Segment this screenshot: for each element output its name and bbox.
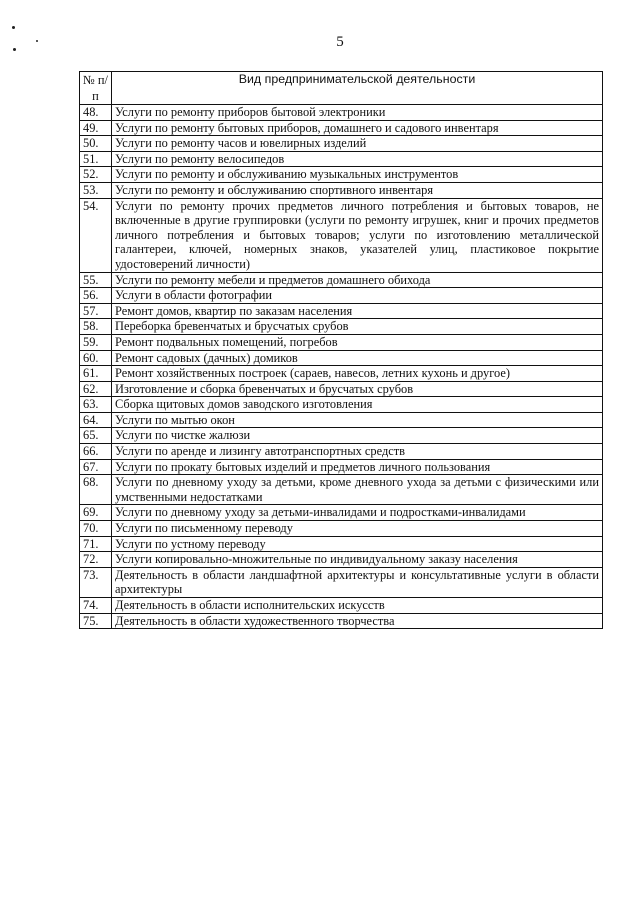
row-activity-text: Ремонт садовых (дачных) домиков bbox=[112, 350, 603, 366]
table-row bbox=[80, 151, 603, 167]
row-activity-text: Услуги копировально-множительные по индивидуальному заказу населения bbox=[112, 552, 603, 568]
activities-table bbox=[79, 71, 603, 629]
row-activity-text: Услуги по мытью окон bbox=[112, 412, 603, 428]
row-activity-text: Услуги в области фотографии bbox=[112, 288, 603, 304]
table-row bbox=[80, 167, 603, 183]
row-number: 70. bbox=[80, 521, 112, 537]
table-row bbox=[80, 105, 603, 121]
row-number: 68. bbox=[80, 475, 112, 505]
table-row bbox=[80, 198, 603, 272]
row-number: 71. bbox=[80, 536, 112, 552]
row-activity-text: Услуги по дневному уходу за детьми, кроме дневного ухода за детьми с физическими или умственными недостатками bbox=[112, 475, 603, 505]
row-number: 52. bbox=[80, 167, 112, 183]
row-number: 61. bbox=[80, 366, 112, 382]
row-activity-text: Услуги по чистке жалюзи bbox=[112, 428, 603, 444]
table-row bbox=[80, 303, 603, 319]
table-row bbox=[80, 412, 603, 428]
table-row bbox=[80, 350, 603, 366]
row-activity-text: Услуги по аренде и лизингу автотранспортных средств bbox=[112, 444, 603, 460]
row-activity-text: Деятельность в области исполнительских искусств bbox=[112, 598, 603, 614]
row-activity-text: Ремонт домов, квартир по заказам населения bbox=[112, 303, 603, 319]
table-row bbox=[80, 521, 603, 537]
row-activity-text: Услуги по ремонту и обслуживанию спортивного инвентаря bbox=[112, 182, 603, 198]
table-header-row bbox=[80, 72, 603, 105]
table-row bbox=[80, 475, 603, 505]
table-row bbox=[80, 536, 603, 552]
row-number: 48. bbox=[80, 105, 112, 121]
table-row bbox=[80, 505, 603, 521]
table-row bbox=[80, 598, 603, 614]
row-number: 65. bbox=[80, 428, 112, 444]
row-number: 64. bbox=[80, 412, 112, 428]
row-number: 57. bbox=[80, 303, 112, 319]
row-activity-text: Услуги по ремонту и обслуживанию музыкальных инструментов bbox=[112, 167, 603, 183]
row-activity-text: Услуги по ремонту прочих предметов личного потребления и бытовых товаров, не включенные в другие группировки (услуги по ремонту игрушек, книг и прочих предметов личного потребления и бытовых товаров; услуги по изготовлению металлической галантереи, ключей, номерных знаков, указателей улиц, пластиковое покрытие удостоверений личности) bbox=[112, 198, 603, 272]
row-activity-text: Деятельность в области ландшафтной архитектуры и консультативные услуги в области архитектуры bbox=[112, 567, 603, 597]
row-activity-text: Ремонт подвальных помещений, погребов bbox=[112, 334, 603, 350]
row-number: 66. bbox=[80, 444, 112, 460]
row-number: 51. bbox=[80, 151, 112, 167]
header-activity-type: Вид предпринимательской деятельности bbox=[112, 72, 603, 105]
table-row bbox=[80, 288, 603, 304]
row-number: 55. bbox=[80, 272, 112, 288]
table-row bbox=[80, 366, 603, 382]
row-number: 60. bbox=[80, 350, 112, 366]
row-activity-text: Деятельность в области художественного творчества bbox=[112, 613, 603, 629]
scan-speck bbox=[13, 48, 16, 51]
row-number: 62. bbox=[80, 381, 112, 397]
table-row bbox=[80, 567, 603, 597]
table-row bbox=[80, 136, 603, 152]
scan-speck bbox=[36, 40, 38, 42]
table-row bbox=[80, 182, 603, 198]
scan-speck bbox=[12, 26, 15, 29]
row-number: 73. bbox=[80, 567, 112, 597]
row-number: 75. bbox=[80, 613, 112, 629]
row-number: 69. bbox=[80, 505, 112, 521]
row-number: 63. bbox=[80, 397, 112, 413]
row-number: 53. bbox=[80, 182, 112, 198]
row-activity-text: Изготовление и сборка бревенчатых и брусчатых срубов bbox=[112, 381, 603, 397]
row-activity-text: Услуги по дневному уходу за детьми-инвалидами и подростками-инвалидами bbox=[112, 505, 603, 521]
row-number: 50. bbox=[80, 136, 112, 152]
table-row bbox=[80, 381, 603, 397]
row-activity-text: Услуги по ремонту велосипедов bbox=[112, 151, 603, 167]
table-row bbox=[80, 444, 603, 460]
row-number: 49. bbox=[80, 120, 112, 136]
table-row bbox=[80, 272, 603, 288]
row-activity-text: Услуги по ремонту приборов бытовой электроники bbox=[112, 105, 603, 121]
table-row bbox=[80, 428, 603, 444]
table-body bbox=[80, 105, 603, 629]
row-activity-text: Услуги по устному переводу bbox=[112, 536, 603, 552]
row-activity-text: Услуги по ремонту бытовых приборов, домашнего и садового инвентаря bbox=[112, 120, 603, 136]
row-activity-text: Сборка щитовых домов заводского изготовления bbox=[112, 397, 603, 413]
row-number: 56. bbox=[80, 288, 112, 304]
row-activity-text: Переборка бревенчатых и брусчатых срубов bbox=[112, 319, 603, 335]
row-activity-text: Услуги по прокату бытовых изделий и предметов личного пользования bbox=[112, 459, 603, 475]
row-number: 58. bbox=[80, 319, 112, 335]
row-number: 74. bbox=[80, 598, 112, 614]
page-number: 5 bbox=[336, 34, 344, 50]
row-activity-text: Услуги по ремонту мебели и предметов домашнего обихода bbox=[112, 272, 603, 288]
table-row bbox=[80, 397, 603, 413]
row-activity-text: Ремонт хозяйственных построек (сараев, навесов, летних кухонь и другое) bbox=[112, 366, 603, 382]
table-row bbox=[80, 319, 603, 335]
table-row bbox=[80, 552, 603, 568]
row-number: 72. bbox=[80, 552, 112, 568]
row-activity-text: Услуги по ремонту часов и ювелирных изделий bbox=[112, 136, 603, 152]
row-number: 59. bbox=[80, 334, 112, 350]
header-number: № п/п bbox=[80, 72, 112, 105]
table-row bbox=[80, 334, 603, 350]
row-number: 67. bbox=[80, 459, 112, 475]
row-number: 54. bbox=[80, 198, 112, 272]
table-row bbox=[80, 120, 603, 136]
table-row bbox=[80, 459, 603, 475]
table-row bbox=[80, 613, 603, 629]
row-activity-text: Услуги по письменному переводу bbox=[112, 521, 603, 537]
